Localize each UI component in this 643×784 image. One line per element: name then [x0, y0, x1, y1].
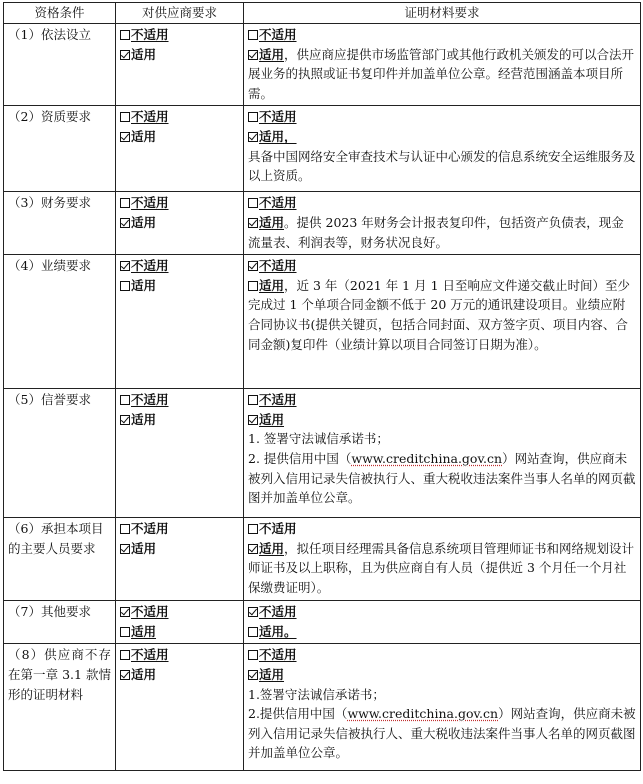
checkbox-empty-icon	[120, 112, 130, 122]
checkbox-checked-icon	[248, 261, 258, 271]
option-not-applicable[interactable]: 不适用	[120, 602, 239, 622]
option-applicable[interactable]: 适用	[248, 47, 284, 62]
supplier-options	[116, 601, 244, 644]
checkbox-checked-icon	[120, 50, 130, 60]
condition-cell: （8）供应商不存在第一章 3.1 款情形的证明材料	[4, 644, 116, 771]
material-item: 1. 签署守法诚信承诺书；	[248, 431, 389, 447]
material-cell	[244, 518, 641, 601]
checkbox-empty-icon	[248, 524, 258, 534]
option-not-applicable[interactable]: 不适用	[248, 107, 636, 127]
checkbox-checked-icon	[120, 544, 130, 554]
option-not-applicable[interactable]: 不适用	[248, 519, 636, 539]
table-row	[4, 106, 641, 192]
checkbox-checked-icon	[248, 670, 258, 680]
option-applicable[interactable]: 适用	[120, 213, 239, 233]
header-supplier-requirement: 对供应商要求	[116, 3, 244, 24]
material-cell	[244, 601, 641, 644]
condition-cell: （7）其他要求	[4, 601, 116, 644]
supplier-options	[116, 192, 244, 255]
creditchina-link[interactable]: www.creditchina.gov.cn	[351, 450, 503, 466]
checkbox-checked-icon	[248, 50, 258, 60]
option-applicable[interactable]: 适用	[248, 541, 284, 556]
checkbox-checked-icon	[248, 132, 258, 142]
material-cell	[244, 24, 641, 106]
table-row	[4, 518, 641, 601]
option-not-applicable[interactable]: 不适用	[248, 193, 636, 213]
checkbox-empty-icon	[248, 30, 258, 40]
material-cell	[244, 106, 641, 192]
option-not-applicable[interactable]: 不适用	[120, 645, 239, 665]
checkbox-checked-icon	[120, 670, 130, 680]
table-row	[4, 255, 641, 389]
option-applicable[interactable]: 适用	[248, 278, 284, 293]
checkbox-checked-icon	[248, 607, 258, 617]
checkbox-empty-icon	[248, 112, 258, 122]
condition-cell: （4）业绩要求	[4, 255, 116, 389]
checkbox-checked-icon	[120, 261, 130, 271]
header-condition: 资格条件	[4, 3, 116, 24]
supplier-options	[116, 106, 244, 192]
supplier-options	[116, 389, 244, 518]
checkbox-empty-icon	[120, 198, 130, 208]
checkbox-checked-icon	[120, 132, 130, 142]
supplier-options	[116, 255, 244, 389]
checkbox-empty-icon	[120, 650, 130, 660]
option-applicable[interactable]: 适用	[120, 276, 239, 296]
supplier-options	[116, 518, 244, 601]
checkbox-empty-icon	[248, 281, 258, 291]
material-cell	[244, 389, 641, 518]
checkbox-checked-icon	[120, 415, 130, 425]
option-applicable[interactable]: 适用	[120, 622, 239, 642]
option-not-applicable[interactable]: 不适用	[120, 193, 239, 213]
creditchina-link[interactable]: www.creditchina.gov.cn	[347, 706, 499, 722]
table-row	[4, 192, 641, 255]
option-applicable[interactable]: 适用	[120, 665, 239, 685]
table-row	[4, 644, 641, 771]
option-applicable[interactable]: 适用	[120, 410, 239, 430]
condition-cell: （6）承担本项目的主要人员要求	[4, 518, 116, 601]
option-not-applicable[interactable]: 不适用	[248, 602, 636, 622]
checkbox-empty-icon	[120, 281, 130, 291]
option-not-applicable[interactable]: 不适用	[120, 25, 239, 45]
material-cell	[244, 644, 641, 771]
checkbox-checked-icon	[248, 415, 258, 425]
qualification-table	[3, 2, 641, 771]
option-not-applicable[interactable]: 不适用	[248, 645, 636, 665]
material-description: 适用，供应商应提供市场监管部门或其他行政机关颁发的可以合法开展业务的执照或证书复印件并加盖单位公章。经营范围涵盖本项目所需。	[248, 46, 635, 101]
checkbox-empty-icon	[120, 627, 130, 637]
option-applicable[interactable]: 适用	[120, 539, 239, 559]
checkbox-checked-icon	[248, 218, 258, 228]
material-item: 1.签署守法诚信承诺书；	[248, 686, 385, 702]
material-cell	[244, 192, 641, 255]
checkbox-empty-icon	[248, 650, 258, 660]
checkbox-empty-icon	[120, 524, 130, 534]
checkbox-checked-icon	[248, 544, 258, 554]
material-description: 适用，拟任项目经理需具备信息系统项目管理师证书和网络规划设计师证书及以上职称，且为供应商自有人员（提供近 3 个月任一个月社保缴费证明）。	[248, 540, 635, 595]
condition-cell: （1）依法设立	[4, 24, 116, 106]
material-description: 适用，近 3 年（2021 年 1 月 1 日至响应文件递交截止时间）至少完成过 1 个单项合同金额不低于 20 万元的通讯建设项目。业绩应附合同协议书(提供关键页，包括合同封面、双方签字页、项目内容、合同金额)复印件（业绩计算以项目合同签订日期为准）。	[248, 277, 631, 352]
option-applicable[interactable]: 适用。	[248, 622, 636, 642]
option-applicable[interactable]: 适用	[248, 215, 284, 230]
option-not-applicable[interactable]: 不适用	[120, 107, 239, 127]
option-applicable[interactable]: 适用	[120, 127, 239, 147]
checkbox-checked-icon	[120, 218, 130, 228]
checkbox-empty-icon	[248, 627, 258, 637]
option-not-applicable[interactable]: 不适用	[120, 390, 239, 410]
option-applicable[interactable]: 适用，	[248, 129, 297, 144]
material-description: 具备中国网络安全审查技术与认证中心颁发的信息系统安全运维服务及以上资质。	[248, 148, 636, 184]
header-material-requirement: 证明材料要求	[244, 3, 641, 24]
table-row	[4, 601, 641, 644]
material-cell	[244, 255, 641, 389]
checkbox-checked-icon	[120, 607, 130, 617]
material-description: 适用。提供 2023 年财务会计报表复印件，包括资产负债表，现金流量表、利润表等，财务状况良好。	[248, 214, 624, 250]
checkbox-empty-icon	[248, 198, 258, 208]
option-not-applicable[interactable]: 不适用	[248, 25, 636, 45]
supplier-options	[116, 24, 244, 106]
checkbox-empty-icon	[248, 395, 258, 405]
material-item: 2. 提供信用中国（www.creditchina.gov.cn）网站查询，供应商未被列入信用记录失信被执行人、重大税收违法案件当事人名单的网页截图并加盖单位公章。	[248, 450, 636, 506]
option-applicable[interactable]: 适用	[248, 410, 636, 430]
option-not-applicable[interactable]: 不适用	[120, 519, 239, 539]
option-applicable[interactable]: 适用	[248, 665, 636, 685]
supplier-options	[116, 644, 244, 771]
table-row	[4, 389, 641, 518]
checkbox-empty-icon	[120, 395, 130, 405]
option-not-applicable[interactable]: 不适用	[248, 256, 636, 276]
option-applicable[interactable]: 适用	[120, 45, 239, 65]
material-item: 2.提供信用中国（www.creditchina.gov.cn）网站查询，供应商未被列入信用记录失信被执行人、重大税收违法案件当事人名单的网页截图并加盖单位公章。	[248, 706, 636, 761]
table-header-row	[4, 3, 641, 24]
condition-cell: （3）财务要求	[4, 192, 116, 255]
option-not-applicable[interactable]: 不适用	[248, 390, 636, 410]
table-row	[4, 24, 641, 106]
condition-cell: （5）信誉要求	[4, 389, 116, 518]
condition-cell: （2）资质要求	[4, 106, 116, 192]
option-not-applicable[interactable]: 不适用	[120, 256, 239, 276]
checkbox-empty-icon	[120, 30, 130, 40]
